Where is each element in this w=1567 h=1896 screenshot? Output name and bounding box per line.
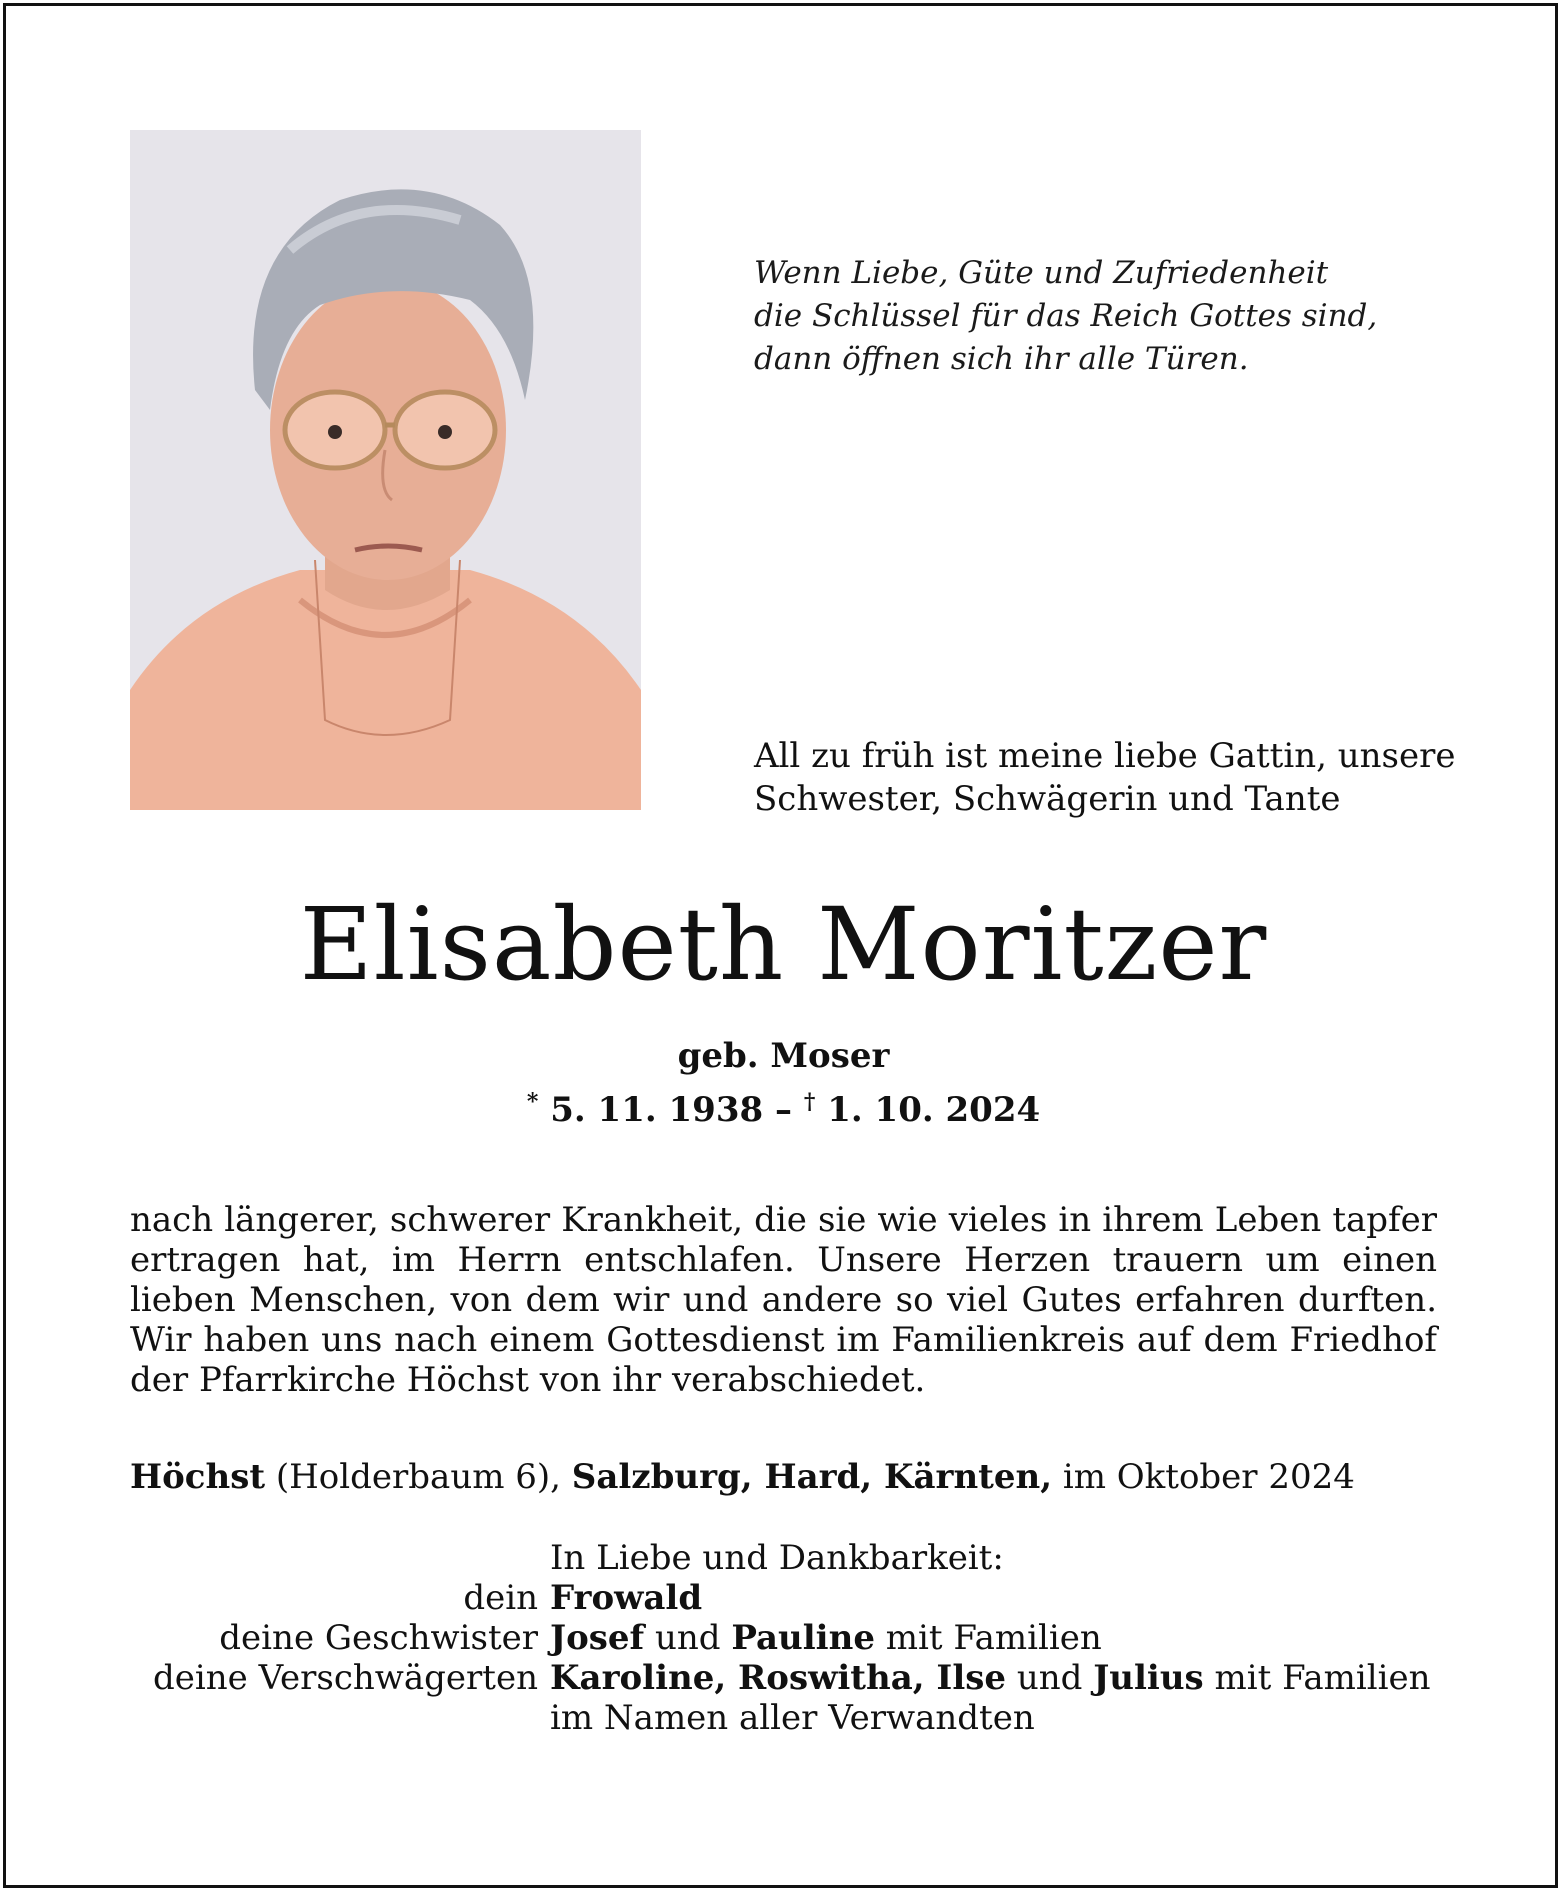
inlaws-names: Karoline, Roswitha, Ilse (550, 1658, 1007, 1698)
death-date: 1. 10. 2024 (827, 1090, 1041, 1130)
relation-siblings: deine Geschwister (219, 1618, 538, 1658)
place-address: (Holderbaum 6), (265, 1457, 572, 1497)
mourners-heading: In Liebe und Dankbarkeit: (550, 1538, 1004, 1578)
mourner-row-husband (130, 1578, 1437, 1618)
place-others: Salzburg, Hard, Kärnten, (571, 1457, 1053, 1497)
place-town: Höchst (130, 1457, 266, 1497)
deceased-name: Elisabeth Moritzer (299, 886, 1268, 1003)
quote-line: Wenn Liebe, Güte und Zufriedenheit (754, 255, 1329, 291)
inlaw-name: Julius (1093, 1658, 1204, 1698)
husband-name: Frowald (550, 1578, 703, 1618)
siblings-suffix: mit Familien (874, 1618, 1102, 1658)
place-date: im Oktober 2024 (1052, 1457, 1355, 1497)
relation-husband: dein (463, 1578, 538, 1618)
date-separator: – (763, 1090, 804, 1130)
mourners-heading-row (130, 1538, 1437, 1578)
quote-line: die Schlüssel für das Reich Gottes sind, (754, 298, 1378, 334)
announcement-intro (754, 735, 1474, 821)
mourner-row-closing (130, 1698, 1437, 1738)
inlaws-suffix: mit Familien (1203, 1658, 1431, 1698)
mourner-row-inlaws (130, 1658, 1437, 1698)
obituary-text: nach längerer, schwerer Krankheit, die sie wie vieles in ihrem Leben tapfer ertragen hat, im Herrn entschlafen. Unsere Herzen trauern um einen lieben Menschen, von dem wir und andere so viel Gutes erfahren durften. Wir haben uns nach einem Gottesdienst im Familienkreis auf dem Friedhof der Pfarrkirche Höchst von ihr verabschiedet. (130, 1200, 1437, 1400)
sibling-name: Josef (550, 1618, 645, 1658)
intro-line: Schwester, Schwägerin und Tante (754, 779, 1341, 819)
intro-line: All zu früh ist meine liebe Gattin, unsere (754, 736, 1456, 776)
closing-line: im Namen aller Verwandten (550, 1698, 1035, 1738)
life-dates (0, 1080, 1567, 1132)
maiden-name: geb. Moser (677, 1036, 890, 1076)
mourner-row-siblings (130, 1618, 1437, 1658)
conjunction: und (644, 1618, 732, 1658)
conjunction: und (1006, 1658, 1094, 1698)
sibling-name: Pauline (731, 1618, 875, 1658)
place-date-line (130, 1455, 1437, 1499)
death-symbol: † (803, 1089, 816, 1115)
relation-inlaws: deine Verschwägerten (153, 1658, 538, 1698)
birth-date: 5. 11. 1938 (550, 1090, 764, 1130)
birth-symbol: * (526, 1089, 539, 1115)
portrait-photo (130, 130, 641, 810)
portrait-illustration (130, 130, 641, 810)
quote-line: dann öffnen sich ihr alle Türen. (754, 341, 1249, 377)
epitaph-quote (754, 252, 1474, 381)
mourners-block (130, 1538, 1437, 1738)
